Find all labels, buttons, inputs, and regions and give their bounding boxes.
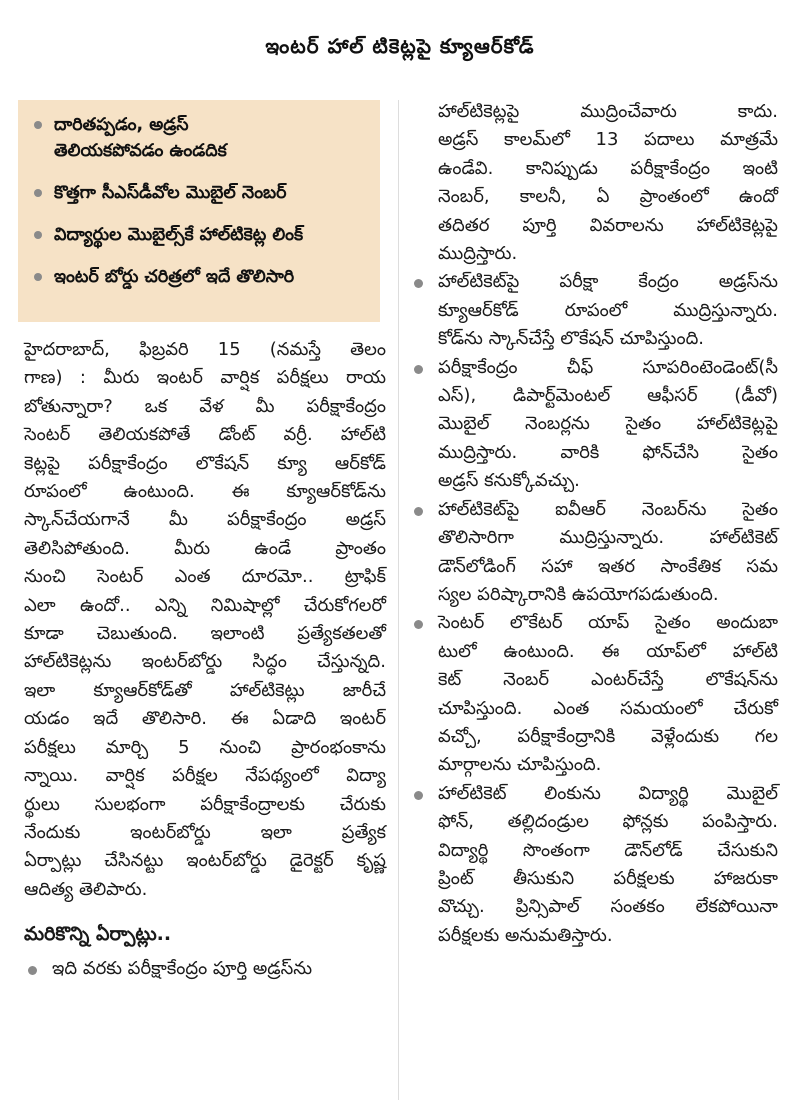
list-item (24, 955, 386, 983)
text-line: ముద్రిస్తారు. వారికి ఫోన్‌చేసి సైతం (438, 441, 778, 463)
text-line: మొబైల్ నెంబర్లను సైతం హాల్‌టికెట్లపై (438, 413, 778, 435)
text-line: హైదరాబాద్, ఫిబ్రవరి 15 (నమస్తే తెలం (24, 339, 386, 360)
text-line: కెట్లపై పరీక్షాకేంద్రం లొకేషన్ క్యూ ఆర్‌కోడ్ (24, 452, 386, 474)
text-line: న్నాయి. వార్షిక పరీక్షల నేపథ్యంలో విద్యా (24, 765, 386, 787)
highlight-item (30, 180, 372, 206)
list-item (410, 780, 778, 950)
highlight-line: దారితప్పడం, అడ్రస్ (54, 115, 189, 135)
text-line: ఎలా ఉందో.. ఎన్ని నిమిషాల్లో చేరుకోగలరో (24, 594, 386, 616)
list-item (410, 268, 778, 353)
highlight-line: కొత్తగా సీఎస్‌డీవోల మొబైల్ నెంబర్ (54, 183, 287, 203)
highlights-box (18, 100, 380, 322)
text-line: అడ్రస్ కాలమ్‌లో 13 పదాలు మాత్రమే (438, 129, 778, 151)
text-line: విద్యార్థి సొంతంగా డౌన్‌లోడ్ చేసుకుని (438, 839, 778, 861)
text-line: రూపంలో ఉంటుంది. ఈ క్యూఆర్‌కోడ్‌ను (24, 481, 386, 503)
text-line: ఉండేవి. కానిప్పుడు పరీక్షాకేంద్రం ఇంటి (438, 157, 778, 179)
bullet-icon (28, 966, 37, 975)
text-line: మార్గాలను చూపిస్తుంది. (438, 754, 602, 776)
bullet-icon (414, 791, 423, 800)
text-line: నెంబర్, కాలనీ, ఏ ప్రాంతంలో ఉందో (438, 186, 778, 208)
text-line: హాల్‌టికెట్‌పై పరీక్షా కేంద్రం అడ్రస్‌ను (438, 271, 778, 293)
highlight-line: తెలియకపోవడం ఉండదిక (54, 141, 227, 161)
text-line: ఏర్పాట్లు చేసినట్టు ఇంటర్‌బోర్డు డైరెక్టర్ కృష్ణ (24, 850, 386, 872)
text-line: తదితర పూర్తి వివరాలను హాల్‌టికెట్లపై (438, 214, 778, 236)
text-line: నుంచి సెంటర్ ఎంత దూరమో.. ట్రాఫిక్ (24, 566, 386, 588)
text-line: గాణ) : మీరు ఇంటర్ వార్షిక పరీక్షలు రాయ (24, 367, 386, 389)
text-line: హాల్‌టికెట్‌పై ఐవీఆర్ నెంబర్‌ను సైతం (438, 498, 778, 520)
column-divider (398, 100, 399, 1100)
text-line: ఎస్), డిపార్ట్‌మెంటల్ ఆఫీసర్ (డీవో) (438, 385, 778, 407)
text-line: సెంటర్ లొకేటర్ యాప్ సైతం అందుబా (438, 612, 778, 634)
bullet-icon (414, 620, 423, 629)
text-line: వొచ్చు. ప్రిన్సిపాల్ సంతకం లేకపోయినా (438, 896, 778, 918)
right-column (410, 98, 778, 950)
text-line: పరీక్షాకేంద్రం చీఫ్ సూపరింటెండెంట్(సీ (438, 356, 778, 378)
highlight-line: విద్యార్థుల మొబైల్స్‌కే హాల్‌టికెట్ల లింక్ (54, 225, 304, 245)
text-line: ఆదిత్య తెలిపారు. (24, 878, 148, 900)
list-item (410, 354, 778, 496)
text-line: హాల్‌టికెట్ లింకును విద్యార్థి మొబైల్ (438, 782, 778, 804)
text-line: వచ్చో, పరీక్షాకేంద్రానికి వెళ్లేందుకు గల (438, 725, 778, 747)
bullet-icon (414, 507, 423, 516)
text-line: నేందుకు ఇంటర్‌బోర్డు ఇలా ప్రత్యేక (24, 821, 386, 843)
highlight-line: ఇంటర్ బోర్డు చరిత్రలో ఇదే తొలిసారి (54, 267, 295, 287)
bullet-line: ఇది వరకు పరీక్షాకేంద్రం పూర్తి అడ్రస్‌ను (52, 957, 313, 979)
left-column (24, 336, 386, 983)
list-item (410, 496, 778, 610)
text-line: టులో ఉంటుంది. ఈ యాప్‌లో హాల్‌టి (438, 640, 778, 662)
bullet-icon (414, 365, 423, 374)
intro-paragraph (24, 336, 386, 904)
text-line: స్కాన్‌చేయగానే మీ పరీక్షాకేంద్రం అడ్రస్ (24, 509, 386, 531)
text-line: అడ్రస్ కనుక్కోవచ్చు. (438, 470, 580, 492)
highlight-item (30, 264, 372, 290)
text-line: ముద్రిస్తారు. (438, 243, 518, 265)
text-line: స్యల పరిష్కారానికి ఉపయోగపడుతుంది. (438, 583, 719, 605)
text-line: బోతున్నారా? ఒక వేళ మీ పరీక్షాకేంద్రం (24, 395, 386, 417)
text-line: చూపిస్తుంది. ఎంత సమయంలో చేరుకో (438, 697, 778, 719)
text-line: పరీక్షలు మార్చి 5 నుంచి ప్రారంభంకాను (24, 736, 386, 758)
list-item (410, 609, 778, 779)
bullet-icon (34, 231, 42, 239)
text-line: కూడా చెబుతుంది. ఇలాంటి ప్రత్యేకతలతో (24, 623, 386, 645)
text-line: ర్థులు సులభంగా పరీక్షాకేంద్రాలకు చేరుకు (24, 793, 386, 815)
text-line: ఇలా క్యూఆర్‌కోడ్‌తో హాల్‌టికెట్లు జారీచే (24, 679, 386, 701)
text-line: హాల్‌టికెట్లను ఇంటర్‌బోర్డు సిద్ధం చేస్తున్నది. (24, 651, 386, 673)
continued-paragraph (410, 98, 778, 268)
text-line: తొలిసారిగా ముద్రిస్తున్నారు. హాల్‌టికెట్ (438, 527, 778, 549)
bullet-icon (34, 121, 42, 129)
text-line: పరీక్షలకు అనుమతిస్తారు. (438, 924, 613, 946)
bullet-icon (34, 189, 42, 197)
text-line: డౌన్‌లోడింగ్ సహా ఇతర సాంకేతిక సమ (438, 555, 778, 577)
text-line: ఫోన్, తల్లిదండ్రుల ఫోన్లకు పంపిస్తారు. (438, 811, 778, 833)
text-line: హాల్‌టికెట్లపై ముద్రించేవారు కాదు. (438, 101, 778, 122)
highlight-item (30, 222, 372, 248)
text-line: కెట్ నెంబర్ ఎంటర్‌చేస్తే లొకేషన్‌ను (438, 669, 778, 691)
bullet-icon (34, 273, 42, 281)
text-line: కోడ్‌ను స్కాన్‌చేస్తే లొకేషన్ చూపిస్తుంది. (438, 328, 704, 350)
text-line: తెలిసిపోతుంది. మీరు ఉండే ప్రాంతం (24, 537, 386, 559)
bullet-icon (414, 279, 423, 288)
text-line: సెంటర్ తెలియకపోతే డోంట్ వర్రీ. హాల్‌టి (24, 424, 386, 446)
bullet-list (410, 268, 778, 950)
subhead: మరికొన్ని ఏర్పాట్లు.. (24, 923, 172, 946)
text-line: యడం ఇదే తొలిసారి. ఈ ఏడాది ఇంటర్ (24, 708, 386, 730)
text-line: క్యూఆర్‌కోడ్ రూపంలో ముద్రిస్తున్నారు. (438, 299, 778, 321)
text-line: ప్రింట్ తీసుకుని పరీక్షలకు హాజరుకా (438, 867, 778, 889)
highlight-item (30, 112, 372, 164)
headline: ఇంటర్ హాల్ టికెట్లపై క్యూఆర్‌కోడ్ (265, 34, 535, 58)
